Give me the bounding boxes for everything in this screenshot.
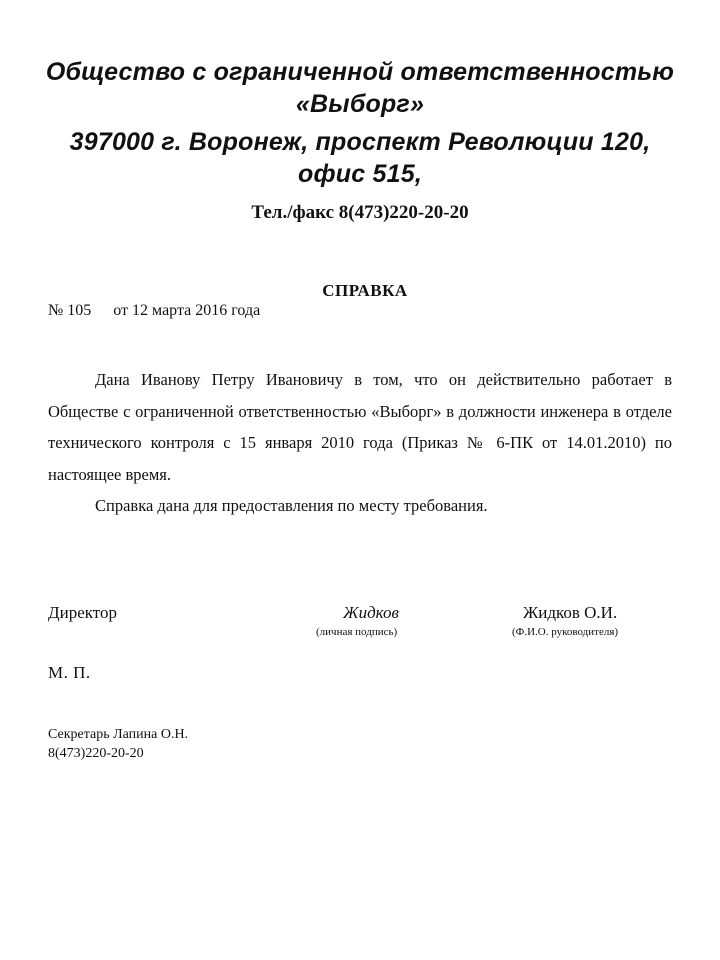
signer-role: Директор	[48, 603, 117, 622]
secretary-name: Секретарь Лапина О.Н.	[48, 727, 189, 742]
signer-name-caption: (Ф.И.О. руководителя)	[512, 626, 619, 638]
secretary-block	[48, 725, 188, 763]
company-address: 397000 г. Воронеж, проспект Революции 120,	[69, 128, 651, 156]
document-date: от 12 марта 2016 года	[113, 302, 261, 319]
signature-caption: (личная подпись)	[316, 626, 398, 638]
secretary-phone: 8(473)220-20-20	[48, 746, 144, 761]
body-paragraph: Дана Иванову Петру Ивановичу в том, что он действительно работает в Обществе с ограниченной ответственностью «Выборг» в должности инженера в отделе технического контроля с 15 января 2010 года (Приказ № 6-ПК от 14.01.2010) по настоящее время.	[48, 370, 672, 484]
letterhead	[0, 56, 720, 226]
document-number-line	[48, 302, 260, 320]
document-body	[48, 364, 672, 522]
document-title: СПРАВКА	[322, 281, 408, 300]
company-office: офис 515,	[298, 160, 422, 188]
company-phone: Тел./факс 8(473)220-20-20	[251, 202, 469, 223]
signature-handwritten: Жидков	[343, 603, 399, 622]
body-paragraph: Справка дана для предоставления по месту требования.	[95, 496, 488, 515]
company-brand: «Выборг»	[295, 90, 425, 118]
stamp-place: М. П.	[48, 663, 91, 682]
company-name: Общество с ограниченной ответственностью	[45, 58, 675, 86]
document-number: № 105	[48, 302, 92, 319]
signer-name: Жидков О.И.	[523, 603, 618, 622]
